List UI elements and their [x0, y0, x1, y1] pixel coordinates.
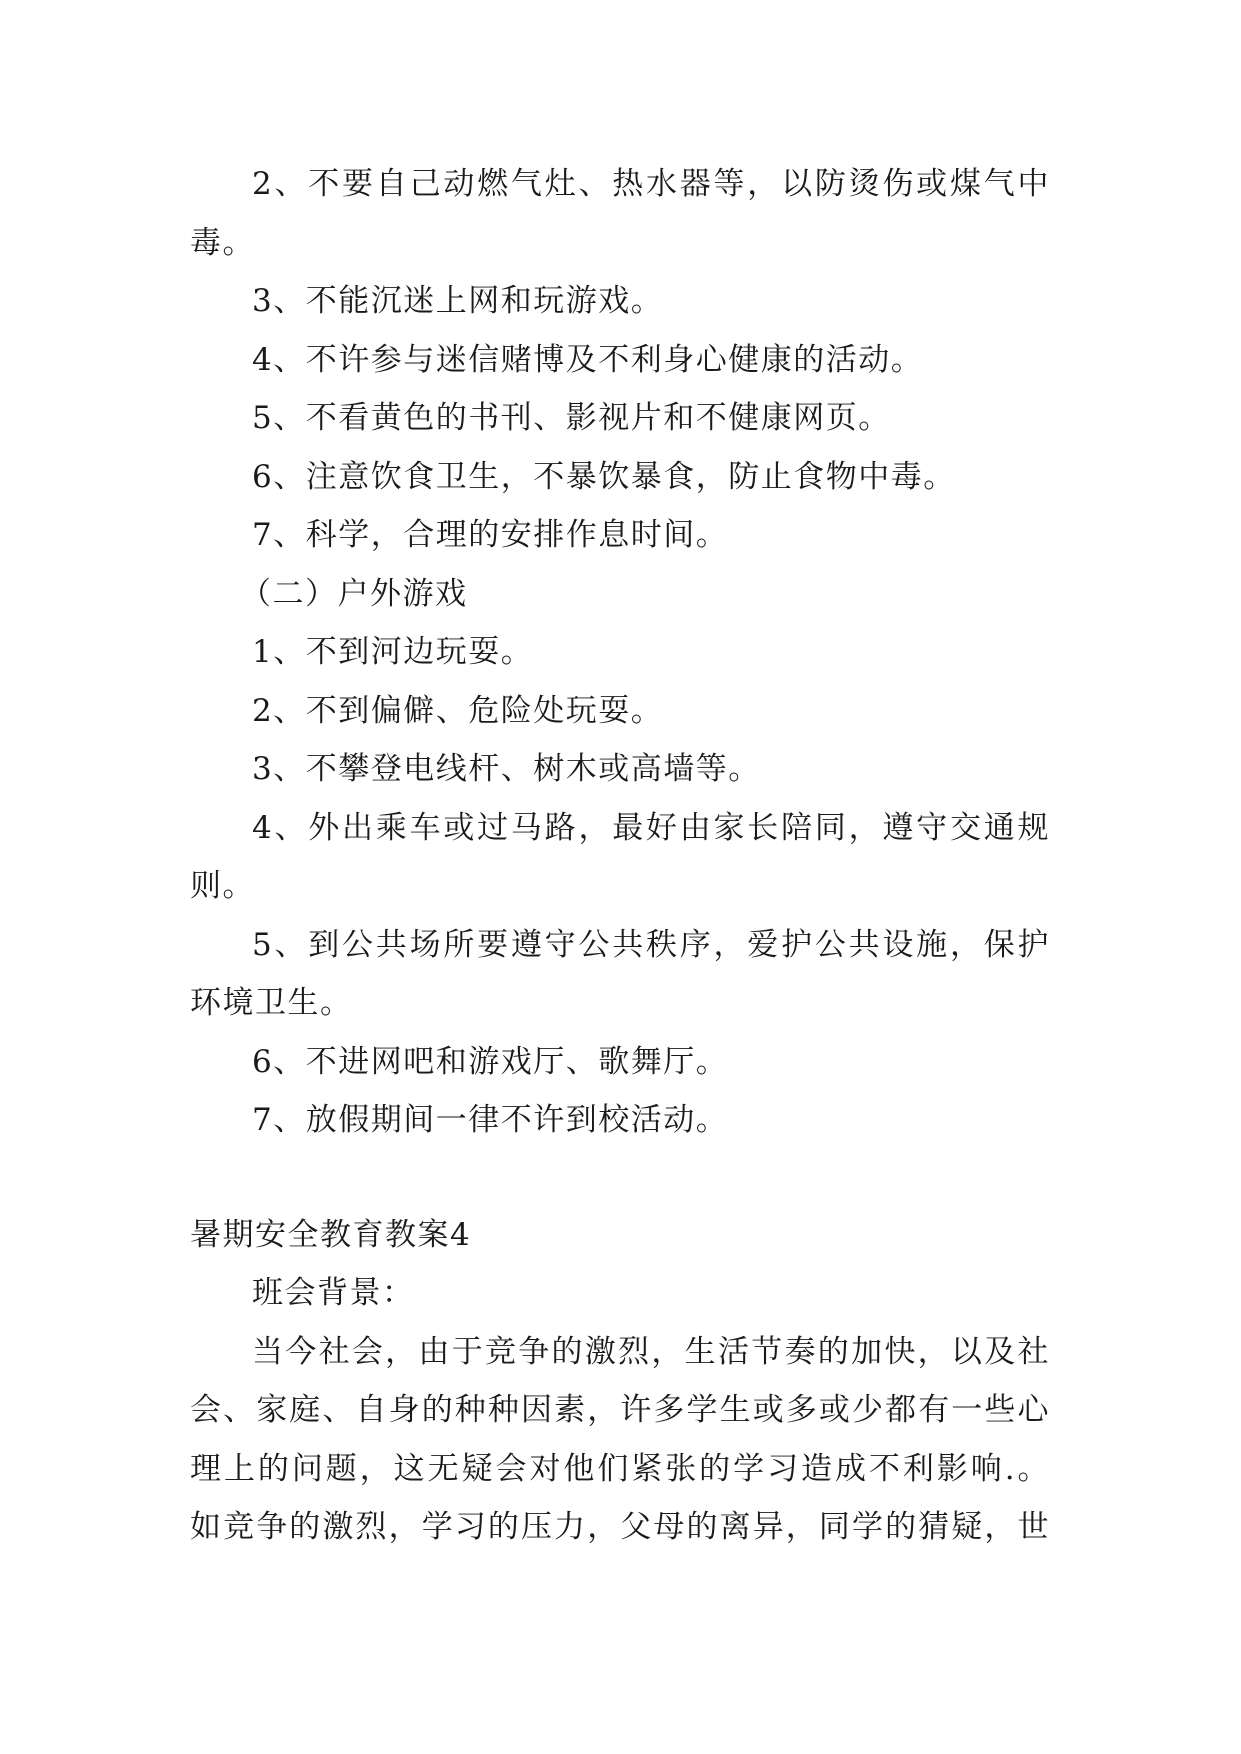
- paragraph-line: 如竞争的激烈，学习的压力，父母的离异，同学的猜疑，世: [190, 1509, 1050, 1545]
- list-item: 4、外出乘车或过马路，最好由家长陪同，遵守交通规: [252, 809, 1050, 846]
- list-item: 2、不要自己动燃气灶、热水器等，以防烫伤或煤气中: [252, 166, 1050, 202]
- section-heading: （二）户外游戏: [240, 575, 468, 612]
- list-item: 7、放假期间一律不许到校活动。: [252, 1102, 729, 1138]
- list-item: 4、不许参与迷信赌博及不利身心健康的活动。: [252, 341, 924, 378]
- lesson-title: 暑期安全教育教案4: [190, 1216, 472, 1253]
- list-item-continuation: 则。: [190, 868, 255, 904]
- list-item: 7、科学，合理的安排作息时间。: [252, 517, 729, 553]
- list-item: 1、不到河边玩耍。: [252, 634, 534, 670]
- document-body: [190, 155, 1050, 1557]
- section-gap: [190, 1150, 1050, 1206]
- list-item: 2、不到偏僻、危险处玩耍。: [252, 692, 664, 729]
- paragraph-line: 当今社会，由于竞争的激烈，生活节奏的加快，以及社: [252, 1333, 1050, 1370]
- list-item: 5、到公共场所要遵守公共秩序，爱护公共设施，保护: [252, 926, 1050, 963]
- paragraph-line: 理上的问题，这无疑会对他们紧张的学习造成不利影响.。: [190, 1450, 1050, 1487]
- list-item-continuation: 毒。: [190, 224, 255, 261]
- list-item: 5、不看黄色的书刊、影视片和不健康网页。: [252, 400, 891, 436]
- list-item: 6、注意饮食卫生，不暴饮暴食，防止食物中毒。: [252, 458, 956, 495]
- background-label: 班会背景：: [252, 1275, 415, 1311]
- list-item: 6、不进网吧和游戏厅、歌舞厅。: [252, 1043, 729, 1080]
- paragraph-line: 会、家庭、自身的种种因素，许多学生或多或少都有一些心: [190, 1392, 1050, 1428]
- list-item-continuation: 环境卫生。: [190, 985, 353, 1021]
- list-item: 3、不能沉迷上网和玩游戏。: [252, 283, 664, 319]
- list-item: 3、不攀登电线杆、树木或高墙等。: [252, 751, 761, 787]
